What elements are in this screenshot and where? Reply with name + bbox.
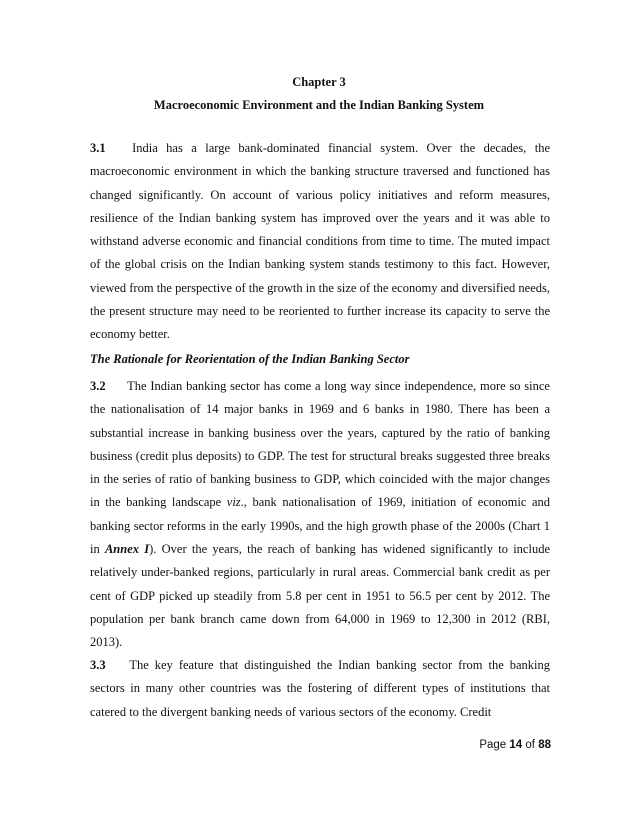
page-number [479,739,551,751]
annex-reference: Annex I [104,542,150,557]
paragraph-number: 3.1 [90,141,106,155]
paragraph-number: 3.2 [90,379,106,393]
paragraph-text: ). Over the years, the reach of banking has widened significantly to include relatively under-banked regions, particularly in rural areas. Commercial bank credit as per cent of GDP picked up steadily from 5.8 per cent in 1951 to 56.5 per cent by 2012. The population per bank branch came down from 64,000 in 1969 to 12,300 in 2012 (RBI, 2013). [90,542,550,650]
chapter-title: Chapter 3 [292,75,346,89]
paragraph-text: India has a large bank-dominated financial system. Over the decades, the macroeconomic environment in which the banking structure traversed and functioned has changed significantly. On account of various policy initiatives and reform measures, resilience of the Indian banking system has improved over the years and it was able to withstand adverse economic and financial conditions from time to time. The muted impact of the global crisis on the Indian banking system stands testimony to this fact. However, viewed from the perspective of the growth in the size of the economy and diversified needs, the present structure may need to be reoriented to further increase its capacity to serve the economy better. [90,141,550,342]
paragraph-text: The Indian banking sector has come a long way since independence, more so since the nationalisation of 14 major banks in 1969 and 6 banks in 1980. There has been a substantial increase in banking business over the years, captured by the ratio of banking business (credit plus deposits) to GDP. The test for structural breaks suggested three breaks in the series of ratio of banking business to GDP, which coincided with the major changes in the banking landscape [90,379,550,510]
paragraph-3-2 [90,375,550,655]
chapter-subtitle: Macroeconomic Environment and the Indian Banking System [153,98,485,112]
page-label: Page [479,739,507,751]
total-pages: 88 [538,739,551,751]
viz-italic: viz [226,495,241,510]
paragraph-3-3 [90,654,550,724]
paragraph-3-1 [90,137,550,347]
paragraph-text: The key feature that distinguished the Indian banking sector from the banking sectors in many other countries was the fostering of different types of institutions that catered to the divergent banking needs of various sectors of the economy. Credit [90,658,550,719]
current-page: 14 [509,739,523,751]
of-label: of [525,739,535,751]
paragraph-number: 3.3 [90,658,106,672]
section-heading: The Rationale for Reorientation of the Indian Banking Sector [90,352,410,366]
paragraph-text: ., bank nationalisation of 1969, initiation of economic and banking sector reforms in the early 1990s, and the high growth phase of the 2000s (Chart 1 in [90,495,550,557]
